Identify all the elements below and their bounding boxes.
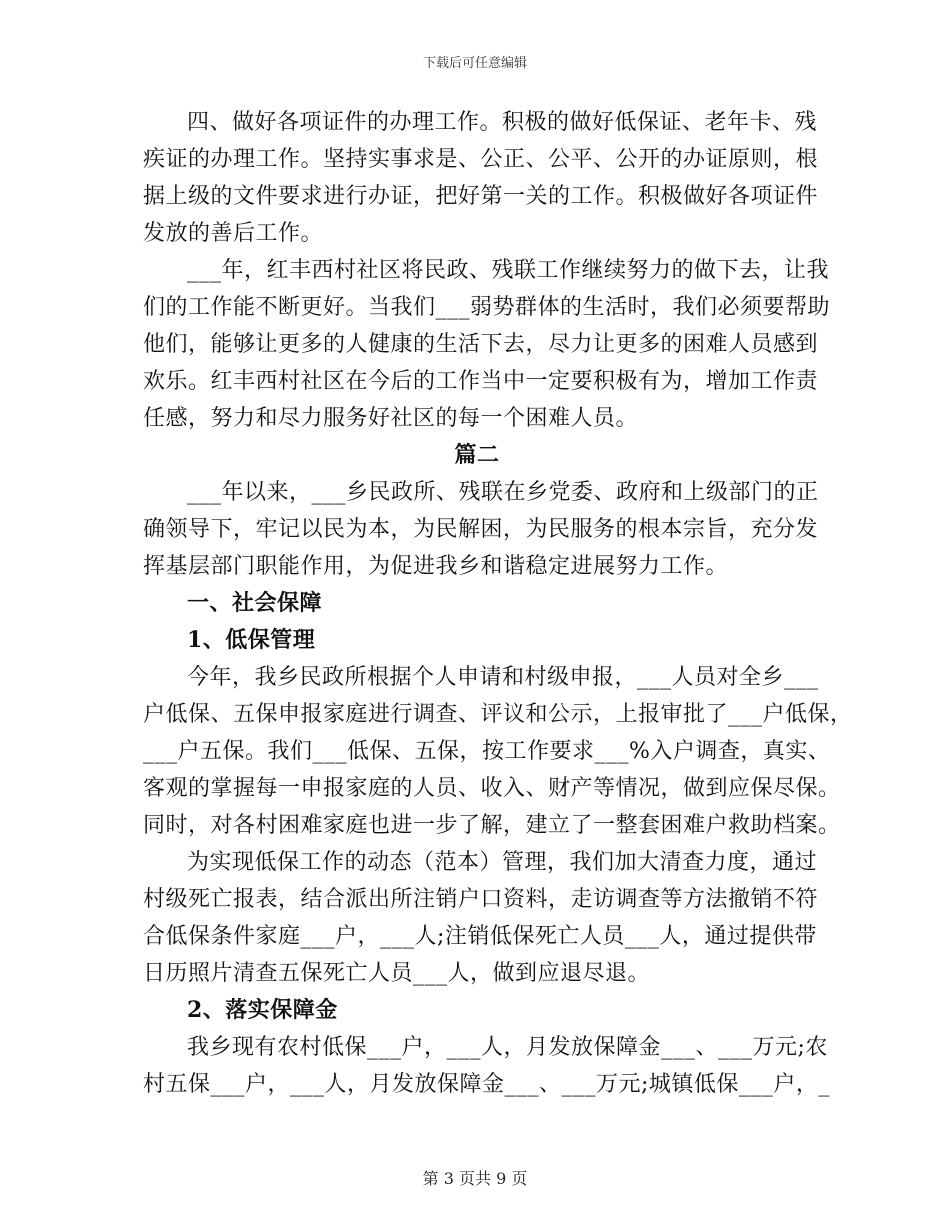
text-line: ___户五保。我们___低保、五保，按工作要求___%入户调查，真实、 — [143, 739, 831, 764]
text-line: 挥基层部门职能作用，为促进我乡和谐稳定进展努力工作。 — [143, 554, 729, 579]
text-line: 他们，能够让更多的人健康的生活下去，尽力让更多的困难人员感到 — [143, 332, 819, 357]
text-line: 户低保、五保申报家庭进行调查、评议和公示，上报审批了___户低保， — [143, 702, 853, 727]
text-line: 同时，对各村困难家庭也进一步了解，建立了一整套困难户救助档案。 — [143, 813, 841, 838]
text-line: 客观的掌握每一申报家庭的人员、收入、财产等情况，做到应保尽保。 — [143, 776, 841, 801]
text-line: 我乡现有农村低保___户，___人，月发放保障金___、___万元;农 — [187, 1035, 828, 1060]
page-footer: 第 3 页共 9 页 — [422, 1169, 528, 1188]
section-heading: 2、落实保障金 — [187, 997, 338, 1023]
section-title: 篇二 — [454, 442, 500, 468]
text-line: ___年以来，___乡民政所、残联在乡党委、政府和上级部门的正 — [187, 480, 819, 505]
text-line: 任感，努力和尽力服务好社区的每一个困难人员。 — [143, 406, 639, 431]
text-line: 欢乐。红丰西村社区在今后的工作当中一定要积极有为，增加工作责 — [143, 369, 819, 394]
text-line: 确领导下，牢记以民为本，为民解困，为民服务的根本宗旨，充分发 — [143, 517, 819, 542]
text-line: 今年，我乡民政所根据个人申请和村级申报，___人员对全乡___ — [187, 665, 819, 690]
page-header: 下载后可任意编辑 — [422, 56, 527, 71]
text-line: ___年，红丰西村社区将民政、残联工作继续努力的做下去，让我 — [187, 258, 830, 283]
text-line: 村五保___户，___人，月发放保障金___、___万元;城镇低保___户，_ — [143, 1072, 830, 1097]
text-line: 村级死亡报表，结合派出所注销户口资料，走访调查等方法撤销不符 — [143, 887, 819, 912]
text-line: 疾证的办理工作。坚持实事求是、公正、公平、公开的办证原则，根 — [143, 147, 819, 172]
text-line: 合低保条件家庭___户，___人;注销低保死亡人员___人，通过提供带 — [143, 924, 817, 949]
text-line: 们的工作能不断更好。当我们___弱势群体的生活时，我们必须要帮助 — [143, 295, 831, 320]
section-heading: 一、社会保障 — [187, 590, 323, 616]
section-heading: 1、低保管理 — [187, 627, 316, 653]
text-line: 发放的善后工作。 — [143, 221, 324, 246]
text-line: 日历照片清查五保死亡人员___人，做到应退尽退。 — [143, 961, 651, 986]
document-body — [143, 104, 853, 1103]
text-line: 为实现低保工作的动态（范本）管理，我们加大清查力度，通过 — [187, 850, 818, 875]
text-line: 据上级的文件要求进行办证，把好第一关的工作。积极做好各项证件 — [143, 184, 819, 209]
text-line: 四、做好各项证件的办理工作。积极的做好低保证、老年卡、残 — [187, 110, 818, 135]
